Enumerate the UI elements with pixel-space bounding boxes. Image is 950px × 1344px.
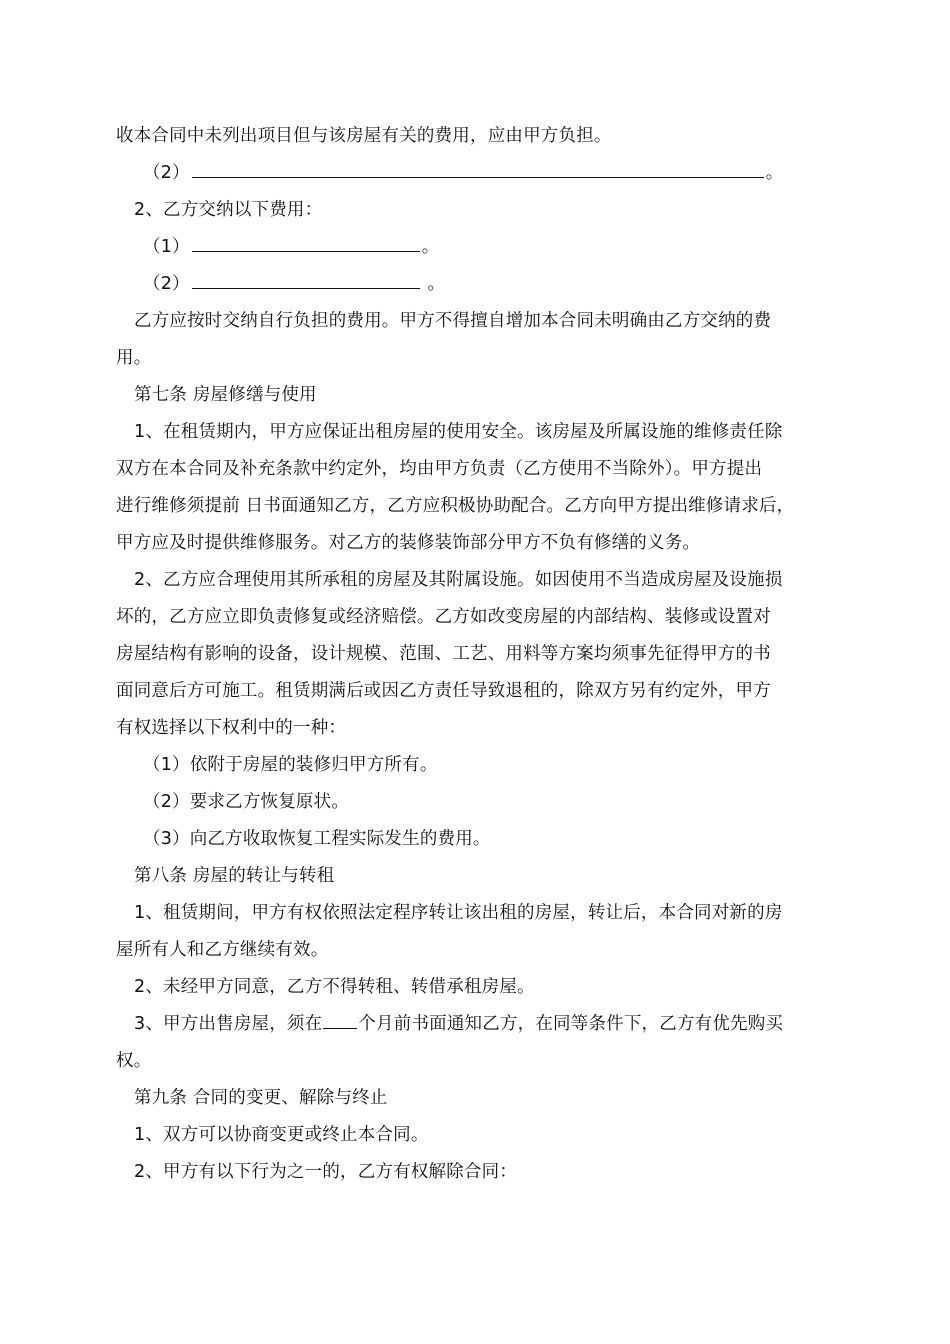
fee-item-1-line (116, 229, 846, 266)
clause-text-after-blank: 个月前书面通知乙方，在同等条件下，乙方有优先购买 (358, 1014, 784, 1034)
paragraph-line: 用。 (116, 348, 152, 368)
paragraph-line: 甲方应及时提供维修服务。对乙方的装修装饰部分甲方不负有修缮的义务。 (116, 533, 701, 553)
paragraph-line: 1、租赁期间，甲方有权依照法定程序转让该出租的房屋，转让后，本合同对新的房 (134, 903, 783, 923)
paragraph-line: 屋所有人和乙方继续有效。 (116, 940, 329, 960)
fill-in-blank[interactable] (192, 155, 764, 178)
paragraph-line: 2、未经甲方同意，乙方不得转租、转借承租房屋。 (134, 977, 535, 997)
paragraph-line: 面同意后方可施工。租赁期满后或因乙方责任导致退租的，除双方另有约定外，甲方 (116, 681, 771, 701)
item-number: （2） (143, 163, 190, 183)
item-number: （2） (143, 274, 190, 294)
article-heading: 第九条 合同的变更、解除与终止 (134, 1088, 388, 1108)
clause-item: 2、乙方交纳以下费用： (134, 200, 323, 220)
item-number: （1） (143, 237, 190, 257)
paragraph-line: 有权选择以下权利中的一种： (116, 718, 347, 738)
list-item: （2）要求乙方恢复原状。 (143, 792, 350, 812)
line-end-punct: 。 (765, 163, 784, 183)
paragraph-line: 进行维修须提前 日书面通知乙方，乙方应积极协助配合。乙方向甲方提出维修请求后， (116, 496, 795, 516)
paragraph-line: 房屋结构有影响的设备，设计规模、范围、工艺、用料等方案均须事先征得甲方的书 (116, 644, 771, 664)
notice-clause-line (116, 1006, 846, 1043)
line-end-punct: 。 (421, 237, 440, 257)
paragraph-line: 双方在本合同及补充条款中约定外，均由甲方负责（乙方使用不当除外）。甲方提出 (116, 459, 763, 479)
fee-item-2-line (116, 266, 846, 303)
paragraph-line: 乙方应按时交纳自行负担的费用。甲方不得擅自增加本合同未明确由乙方交纳的费 (134, 311, 772, 331)
fee-item-2-line (116, 155, 846, 192)
list-item: （3）向乙方收取恢复工程实际发生的费用。 (143, 829, 491, 849)
paragraph-line: 坏的，乙方应立即负责修复或经济赔偿。乙方如改变房屋的内部结构、装修或设置对 (116, 607, 771, 627)
document-page (116, 118, 846, 1191)
paragraph-line: 2、乙方应合理使用其所承租的房屋及其附属设施。如因使用不当造成房屋及设施损 (134, 570, 783, 590)
fill-in-blank[interactable] (192, 266, 420, 289)
article-heading: 第七条 房屋修缮与使用 (134, 385, 317, 405)
line-end-punct: 。 (421, 274, 446, 294)
fill-in-blank[interactable] (192, 229, 420, 252)
article-heading: 第八条 房屋的转让与转租 (134, 866, 335, 886)
clause-text-before-blank: 3、甲方出售房屋，须在 (134, 1014, 323, 1034)
paragraph-line: 1、双方可以协商变更或终止本合同。 (134, 1125, 429, 1145)
paragraph-line: 2、甲方有以下行为之一的，乙方有权解除合同： (134, 1162, 518, 1182)
paragraph-line: 收本合同中未列出项目但与该房屋有关的费用，应由甲方负担。 (116, 126, 612, 146)
list-item: （1）依附于房屋的装修归甲方所有。 (143, 755, 438, 775)
paragraph-line: 1、在租赁期内，甲方应保证出租房屋的使用安全。该房屋及所属设施的维修责任除 (134, 422, 783, 442)
paragraph-line: 权。 (116, 1051, 152, 1071)
months-blank[interactable] (323, 1006, 357, 1029)
